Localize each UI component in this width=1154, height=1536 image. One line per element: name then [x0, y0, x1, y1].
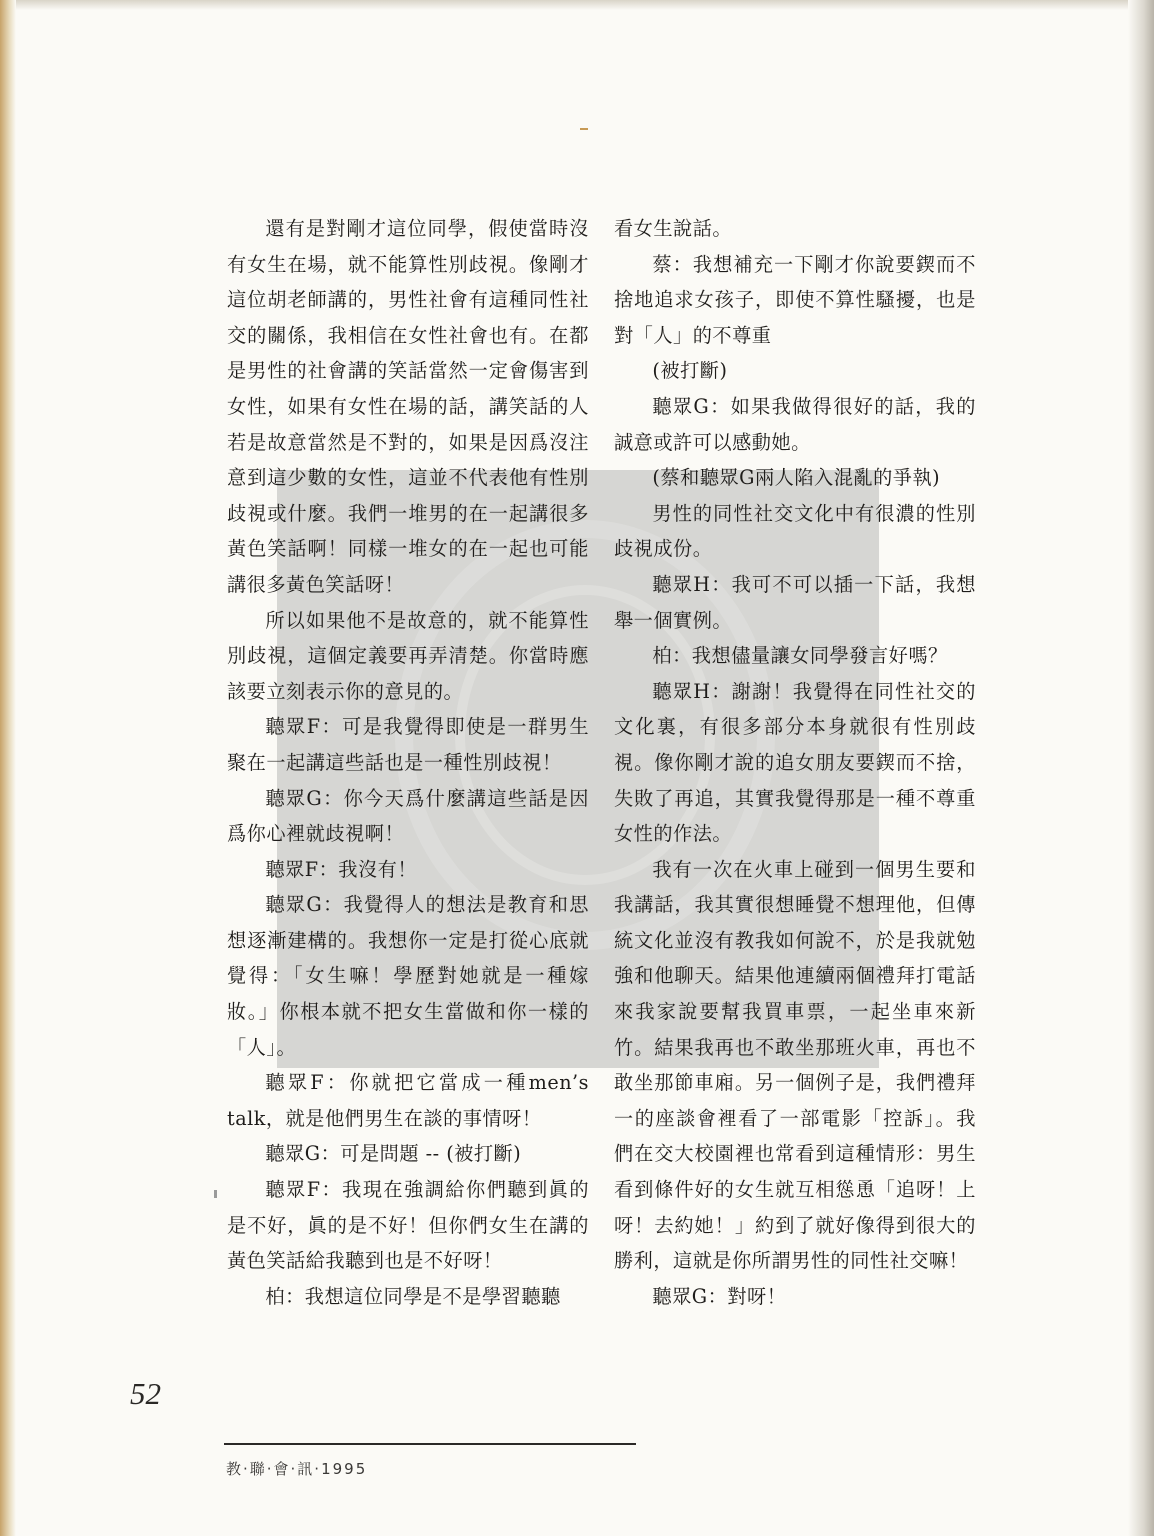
paragraph: 還有是對剛才這位同學，假使當時沒有女生在場，就不能算性別歧視。像剛才這位胡老師講的，男性社會有這種同性社交的關係，我相信在女性社會也有。在都是男性的社會講的笑話當然一定會傷害到女性，如果有女性在場的話，講笑話的人若是故意當然是不對的，如果是因爲沒注意到這少數的女性，這並不代表他有性別歧視或什麼。我們一堆男的在一起講很多黃色笑話啊！同樣一堆女的在一起也可能講很多黃色笑話呀！: [227, 217, 589, 596]
paragraph: 聽眾F：我沒有！: [265, 857, 418, 881]
paragraph: 聽眾G：你今天爲什麼講這些話是因爲你心裡就歧視啊！: [227, 786, 589, 846]
paragraph: 聽眾H：謝謝！我覺得在同性社交的文化裏，有很多部分本身就很有性別歧視。像你剛才說的追女朋友要鍥而不捨，失敗了再追，其實我覺得那是一種不尊重女性的作法。: [614, 679, 976, 846]
page-right-edge: [1128, 0, 1154, 1536]
right-column: [614, 211, 976, 1314]
paragraph: 聽眾G：我覺得人的想法是教育和思想逐漸建構的。我想你一定是打從心底就覺得：「女生嘛！學歷對她就是一種嫁妝。」你根本就不把女生當做和你一樣的「人」。: [227, 893, 589, 1059]
paragraph: 蔡：我想補充一下剛才你說要鍥而不捨地追求女孩子，即使不算性騷擾，也是對「人」的不尊重: [614, 252, 976, 347]
paragraph: 看女生說話。: [614, 217, 733, 240]
paragraph: 聽眾F：你就把它當成一種men’s talk，就是他們男生在談的事情呀！: [227, 1071, 589, 1130]
page-top-edge: [0, 0, 1154, 10]
paragraph: 聽眾G：對呀！: [652, 1284, 787, 1308]
page-number: 52: [130, 1376, 161, 1411]
paragraph: 聽眾F：可是我覺得即使是一群男生聚在一起講這些話也是一種性別歧視！: [227, 715, 589, 774]
scan-mark: [580, 128, 588, 130]
left-column: [227, 211, 589, 1314]
footer-rule: [224, 1443, 636, 1445]
paragraph: 聽眾H：我可不可以插一下話，我想舉一個實例。: [614, 572, 976, 632]
paragraph: 聽眾G：如果我做得很好的話，我的誠意或許可以感動她。: [614, 394, 976, 454]
paragraph: (蔡和聽眾G兩人陷入混亂的爭執): [652, 466, 941, 490]
paragraph: 柏：我想這位同學是不是學習聽聽: [265, 1284, 561, 1308]
paragraph: 柏：我想儘量讓女同學發言好嗎？: [652, 644, 948, 668]
page-left-edge: [0, 0, 16, 1536]
paragraph: (被打斷): [652, 359, 728, 383]
paragraph: 男性的同性社交文化中有很濃的性別歧視成份。: [614, 501, 976, 561]
paragraph: 我有一次在火車上碰到一個男生要和我講話，我其實很想睡覺不想理他，但傳統文化並沒有教我如何說不，於是我就勉強和他聊天。結果他連續兩個禮拜打電話來我家說要幫我買車票，一起坐車來新竹。結果我再也不敢坐那班火車，再也不敢坐那節車廂。另一個例子是，我們禮拜一的座談會裡看了一部電影「控訴」。我們在交大校園裡也常看到這種情形：男生看到條件好的女生就互相慫恿「追呀！上呀！去約她！」約到了就好像得到很大的勝利，這就是你所謂男性的同性社交嘛！: [614, 857, 976, 1273]
paragraph: 聽眾G：可是問題 -- (被打斷): [265, 1142, 522, 1166]
footer-publication: 教·聯·會·訊·1995: [226, 1460, 368, 1478]
scan-mark: [214, 1190, 217, 1198]
paragraph: 所以如果他不是故意的，就不能算性別歧視，這個定義要再弄清楚。你當時應該要立刻表示你的意見的。: [227, 608, 589, 703]
paragraph: 聽眾F：我現在強調給你們聽到眞的是不好，眞的是不好！但你們女生在講的黃色笑話給我聽到也是不好呀！: [227, 1178, 589, 1273]
